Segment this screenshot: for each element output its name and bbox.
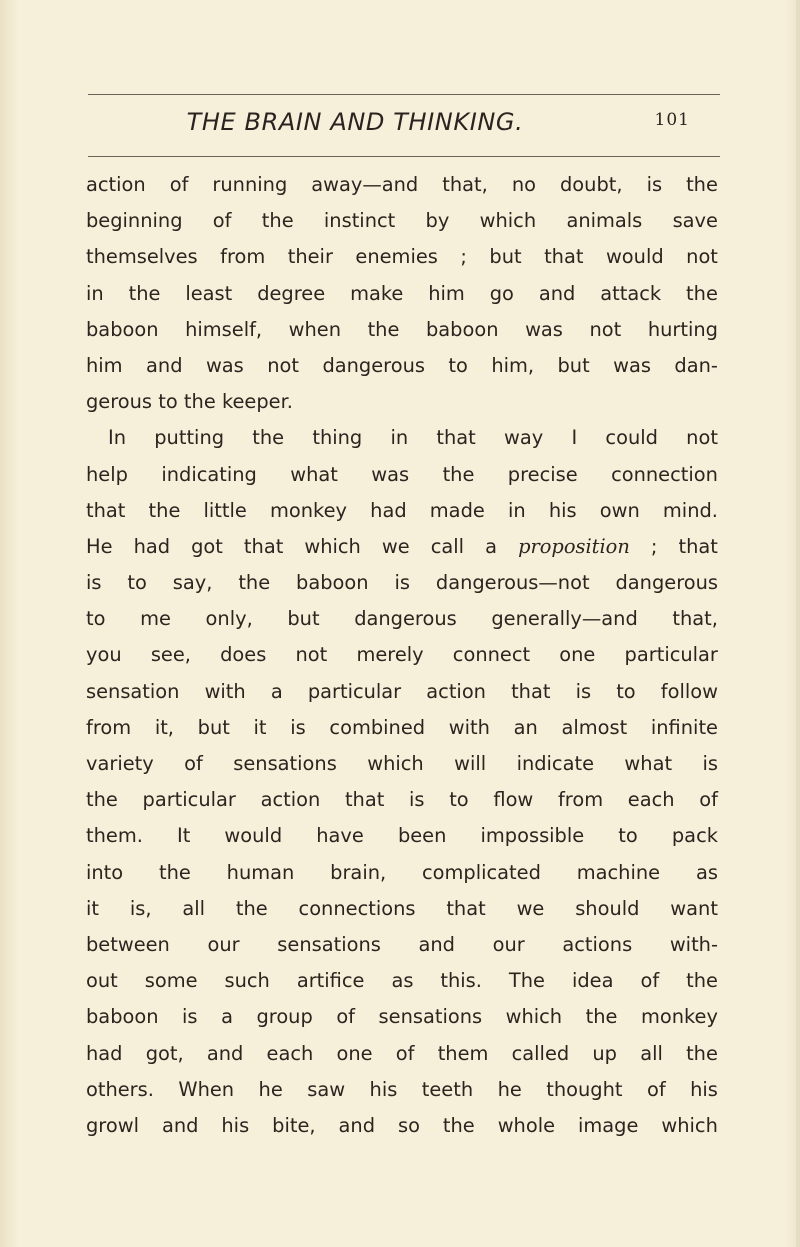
body-text <box>86 167 718 1144</box>
header-rule-top <box>88 94 720 95</box>
text-line: to me only, but dangerous generally—and that, <box>86 607 718 631</box>
page-edge <box>796 0 800 1247</box>
text-line: into the human brain, complicated machine as <box>86 860 718 884</box>
text-line: them. It would have been impossible to pack <box>86 824 718 848</box>
text-line: from it, but it is combined with an almost infinite <box>86 715 718 739</box>
running-title: THE BRAIN AND THINKING. <box>186 108 524 136</box>
text-line: sensation with a particular action that is to follow <box>86 679 718 703</box>
text-line: it is, all the connections that we should want <box>86 896 718 920</box>
text-line: themselves from their enemies ; but that would not <box>86 245 718 269</box>
text-line: baboon is a group of sensations which the monkey <box>86 1005 718 1029</box>
text-line: beginning of the instinct by which animals save <box>86 209 718 233</box>
text-line: action of running away—and that, no doubt, is the <box>86 173 718 196</box>
text-line: you see, does not merely connect one particular <box>86 643 718 667</box>
text-line: others. When he saw his teeth he thought of his <box>86 1077 718 1101</box>
text-line: that the little monkey had made in his own mind. <box>86 498 718 522</box>
text-line: In putting the thing in that way I could not <box>108 426 718 450</box>
text-line: is to say, the baboon is dangerous—not dangerous <box>86 571 718 595</box>
page-number: 101 <box>654 110 690 130</box>
text-line: growl and his bite, and so the whole image which <box>86 1113 718 1137</box>
text-line: help indicating what was the precise connection <box>86 462 718 486</box>
text-line: had got, and each one of them called up all the <box>86 1041 718 1065</box>
text-line: baboon himself, when the baboon was not hurting <box>86 317 718 341</box>
text-line: between our sensations and our actions with- <box>86 932 718 956</box>
text-line: gerous to the keeper. <box>86 390 293 414</box>
text-line: out some such artifice as this. The idea of the <box>86 969 718 993</box>
header-rule-bottom <box>88 156 720 157</box>
text-line: He had got that which we call a proposition ; that <box>86 534 718 558</box>
text-line: the particular action that is to flow from each of <box>86 788 718 812</box>
text-line: variety of sensations which will indicate what is <box>86 752 718 775</box>
text-line: in the least degree make him go and attack the <box>86 281 718 305</box>
text-line: him and was not dangerous to him, but was dan- <box>86 353 718 377</box>
